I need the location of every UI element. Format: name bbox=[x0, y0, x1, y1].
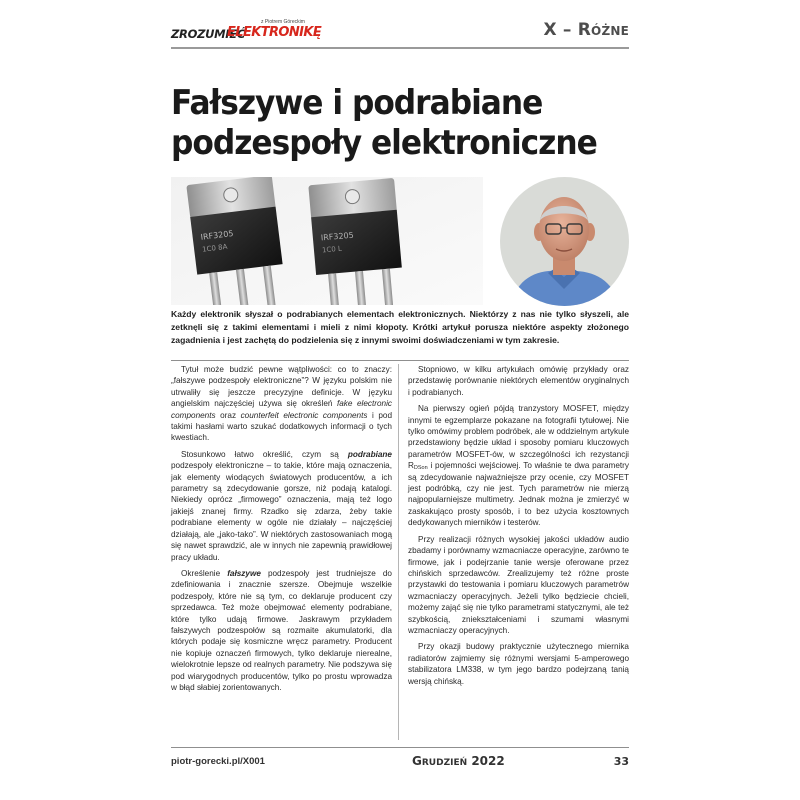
section-first-letter: R bbox=[577, 20, 592, 40]
body-paragraph-5: Na pierwszy ogień pójdą tranzystory MOSFET, między innymi te egzemplarze pokazane na fotografii tytułowej. Nie tylko omówimy problem podróbek, ale w oddzielnym artykule przedstawiony będzie układ i sposoby pomiaru kluczowych parametrów MOSFET-ów, w szczególności ich rezystancji $R_{DSon}$ i pojemności wejściowej. To właśnie te dwa parametry są zdecydowanie najważniejsze przy ocenie, czy MOSFET jest podróbką, czy nie jest. Tych parametrów nie mierzą najpopularniejsze multimetry. Jednak można je zmierzyć w zaskakująco prosty sposób, i to bez użycia kosztownych dedykowanych mierników i testerów. bbox=[408, 404, 629, 528]
emphasis-falszywe: fałszywe bbox=[227, 568, 261, 578]
title-line-2: podzespoły elektroniczne bbox=[171, 123, 597, 163]
svg-text:1C0 8A: 1C0 8A bbox=[201, 242, 228, 254]
magazine-logo bbox=[171, 20, 321, 42]
issue-year: 2022 bbox=[471, 754, 505, 768]
body-paragraph-6: Przy realizacji różnych wysokiej jakości układów audio zbadamy i porównamy wzmacniacze operacyjne, zarówno te firmowe, jak i podejrzanie tanie wersje oferowane przez chińskich sprzedawców. Zrealizujemy też różne proste przystawki do testowania i pomiaru kluczowych parametrów wzmacniaczy operacyjnych. Jeżeli tylko będziecie chcieli, możemy zająć się nie tylko parametrami statycznymi, ale też szybkością, zniekształceniami i szumami własnymi wzmacniaczy operacyjnych. bbox=[408, 534, 629, 635]
subscript-dson: DSon bbox=[413, 465, 428, 472]
body-paragraph-1: Tytuł może budzić pewne wątpliwości: co to znaczy: „fałszywe podzespoły elektroniczne”? W języku polskim nie utrwaliły się jeszcze precyzyjne definicje. W języku angielskim najczęściej używa się określeń fake electronic components oraz counterfeit electronic components i pod takimi hasłami warto szukać dodatkowych informacji o tych kwestiach. bbox=[171, 365, 392, 443]
logo-word-elektronike: ELEKTRONIKĘ bbox=[227, 25, 322, 40]
footer-rule bbox=[171, 747, 629, 748]
emphasis-fake-components: fake electronic components bbox=[171, 399, 392, 420]
article-title bbox=[171, 83, 603, 163]
page-number: 33 bbox=[613, 755, 629, 768]
month-rest: RUDZIEŃ bbox=[421, 758, 468, 768]
svg-text:1C0 L: 1C0 L bbox=[321, 244, 343, 255]
section-rest: ÓŻNE bbox=[591, 24, 629, 38]
footer-issue-date bbox=[412, 754, 505, 768]
month-first-letter: G bbox=[412, 754, 422, 768]
author-portrait bbox=[500, 177, 629, 306]
svg-text:IRF3205: IRF3205 bbox=[320, 230, 355, 243]
body-paragraph-7: Przy okazji budowy praktycznie użytecznego miernika radiatorów zajmiemy się różnymi wersjami 5-amperowego stabilizatora LM338, w tym jego bardzo podejrzaną tanią wersją chińską. bbox=[408, 642, 629, 686]
body-paragraph-4: Stopniowo, w kilku artykułach omówię przykłady oraz przedstawię porównanie niektórych elementów oryginalnych i podrabianych. bbox=[408, 365, 629, 397]
emphasis-podrabiane: podrabiane bbox=[347, 449, 392, 459]
section-title bbox=[543, 20, 629, 40]
title-line-1: Fałszywe i podrabiane bbox=[171, 83, 543, 123]
transistor-photo bbox=[171, 177, 483, 305]
header-rule bbox=[171, 47, 629, 49]
svg-text:IRF3205: IRF3205 bbox=[200, 228, 234, 242]
lead-rule bbox=[171, 360, 629, 361]
footer-url[interactable]: piotr-gorecki.pl/X001 bbox=[171, 756, 265, 767]
body-paragraph-2: Stosunkowo łatwo określić, czym są podrabiane podzespoły elektroniczne – to takie, które mają oznaczenia, jak elementy wiodących światowych producentów, a ich parametry są zdecydowanie gorsze, niż podają katalogi. Niekiedy oprócz „firmowego” oznaczenia, mają też logo jakiejś znanej firmy. Rzadko się zdarza, żeby takie podrabiane elementy w ogóle nie działały – najczęściej działają, ale „jako-tako”. W niektórych zastosowaniach mogą się nawet sprawdzić, ale w innych nie zapewnią prawidłowej pracy układu. bbox=[171, 449, 392, 562]
column-divider bbox=[398, 364, 399, 740]
article-lead: Każdy elektronik słyszał o podrabianych elementach elektronicznych. Niektórzy z nas nie tylko słyszeli, ale zetknęli się z takimi elementami i mieli z nimi kłopoty. Krótki artykuł porusza niektóre aspekty złożonego zagadnienia i jest zachętą do podzielenia się z innymi swoimi doświadczeniami w tym zakresie. bbox=[171, 309, 629, 345]
body-paragraph-3: Określenie fałszywe podzespoły jest trudniejsze do zdefiniowania i znacznie szersze. Obejmuje wszelkie podzespoły, które nie są tym, co deklaruje producent czy sprzedawca. Też może obejmować elementy podrabiane, które tylko udają firmowe. Jaskrawym przykładem fałszywych podzespołów są rozmaite akumulatorki, dla których podaje się kosmiczne wręcz parametry. Producent nie kopiuje oznaczeń firmowych, tylko deklaruje nierealne, wielokrotnie lepsze od realnych parametry. Nie podszywa się pod wiarygodnych producentów, tylko po prostu wprowadza w błąd słabiej zorientowanych. bbox=[171, 568, 392, 692]
section-letter: X bbox=[543, 20, 557, 40]
body-column-left bbox=[171, 364, 392, 698]
logo-word-zrozumiec: ZROZUMIEĆ bbox=[171, 27, 245, 41]
emphasis-counterfeit-components: counterfeit electronic components bbox=[240, 410, 368, 420]
logo-subtitle: z Piotrem Góreckim bbox=[261, 19, 305, 25]
body-column-right bbox=[408, 364, 629, 692]
section-dash: – bbox=[562, 20, 572, 40]
